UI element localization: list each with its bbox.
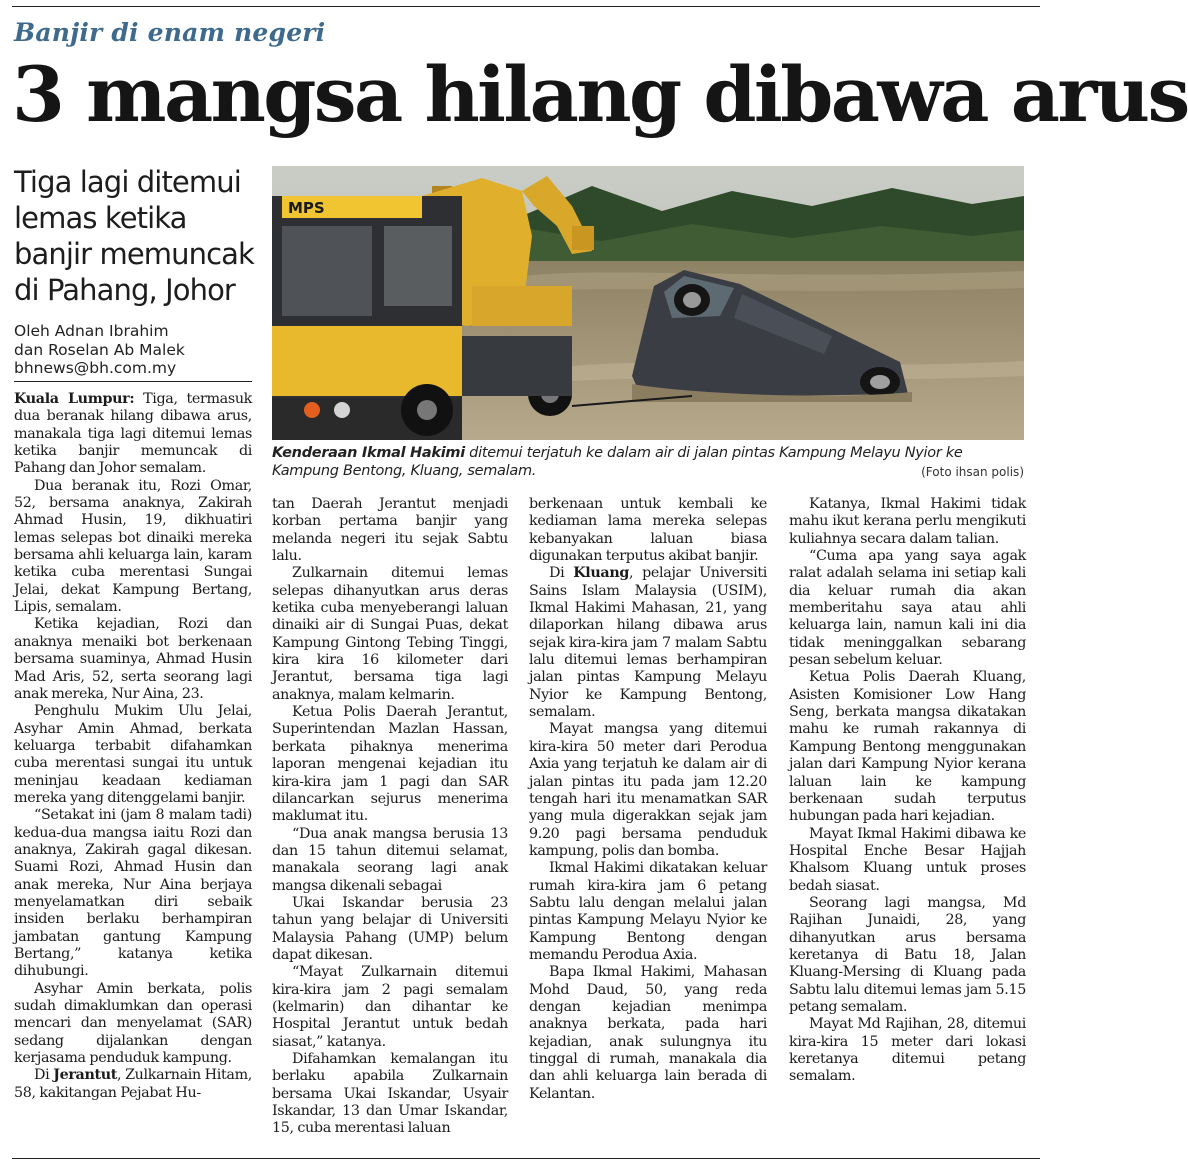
truck-logo-text: MPS xyxy=(288,199,325,217)
paragraph: Seorang lagi mangsa, Md Rajihan Junaidi, 28, yang dihanyutkan arus bersama keretanya di Batu 18, Jalan Kluang-Mersing di Kluang pada Sabtu lalu ditemui lemas jam 5.15 petang semalam. xyxy=(789,894,1026,1015)
location-lead: Kluang xyxy=(573,565,630,582)
byline-divider xyxy=(14,381,252,382)
paragraph xyxy=(14,1067,252,1102)
paragraph-text: Di xyxy=(549,565,574,582)
photo-credit: (Foto ihsan polis) xyxy=(921,465,1024,479)
byline-author-1: Oleh Adnan Ibrahim xyxy=(14,322,169,340)
article-column-4 xyxy=(789,496,1026,1086)
article-column-2 xyxy=(272,496,508,1138)
paragraph: Mayat Md Rajihan, 28, ditemui kira-kira 15 meter dari lokasi keretanya ditemui petang semalam. xyxy=(789,1016,1026,1085)
paragraph xyxy=(529,565,767,721)
photo-illustration xyxy=(272,166,1024,440)
paragraph: Ikmal Hakimi dikatakan keluar rumah kira-kira jam 6 petang Sabtu lalu dengan melalui jalan pintas Kampung Melayu Nyior ke Kampung Bentong dengan memandu Perodua Axia. xyxy=(529,860,767,963)
paragraph: Dua beranak itu, Rozi Omar, 52, bersama anaknya, Zakirah Ahmad Husin, 19, dikhuatiri lemas selepas bot dinaiki mereka bersama ahli keluarga lain, karam ketika cuba merentasi Sungai Jelai, dekat Kampung Bertang, Lipis, semalam. xyxy=(14,477,252,616)
paragraph: Difahamkan kemalangan itu berlaku apabila Zulkarnain bersama Ukai Iskandar, Usyair Iskandar, 13 dan Umar Iskandar, 15, cuba merentasi laluan xyxy=(272,1051,508,1137)
paragraph-text: Di xyxy=(34,1067,54,1084)
dateline: Kuala Lumpur: xyxy=(14,391,135,407)
location-lead: Jerantut xyxy=(53,1067,118,1084)
paragraph: Mayat mangsa yang ditemui kira-kira 50 meter dari Perodua Axia yang terjatuh ke dalam air di jalan pintas itu pada jam 12.20 tengah hari itu menamatkan SAR yang mula digerakkan sejak jam 9.20 pagi bersama penduduk kampung, polis dan bomba. xyxy=(529,721,767,859)
paragraph: “Setakat ini (jam 8 malam tadi) kedua-dua mangsa iaitu Rozi dan anaknya, Zakirah gagal dikesan. Suami Rozi, Ahmad Husin dan anak mereka, Nur Aina berjaya menyelamatkan diri sebaik insiden berlaku berhampiran jambatan gantung Kampung Bertang,” katanya ketika dihubungi. xyxy=(14,807,252,980)
article-headline: 3 mangsa hilang dibawa arus xyxy=(12,50,1188,139)
paragraph: tan Daerah Jerantut menjadi korban pertama banjir yang melanda negeri itu sejak Sabtu lalu. xyxy=(272,496,508,565)
paragraph-text: , Zulkarnain Hitam, 58, kakitangan Pejabat Hu- xyxy=(14,1067,252,1101)
paragraph: “Cuma apa yang saya agak ralat adalah selama ini setiap kali dia keluar rumah dia akan memberitahu saya atau ahli keluarga lain, namun kali ini dia tidak meninggalkan sebarang pesan sebelum keluar. xyxy=(789,548,1026,669)
photo-caption xyxy=(272,444,1024,480)
paragraph: Asyhar Amin berkata, polis sudah dimaklumkan dan operasi mencari dan menyelamat (SAR) sedang dijalankan dengan kerjasama penduduk kampung. xyxy=(14,980,252,1067)
paragraph: Bapa Ikmal Hakimi, Mahasan Mohd Daud, 50, yang reda dengan kejadian menimpa anaknya berkata, pada hari kejadian, anak sulungnya itu tinggal di rumah, manakala dia dan ahli keluarga lain berada di Kelantan. xyxy=(529,964,767,1102)
article-column-3 xyxy=(529,496,767,1103)
top-rule xyxy=(12,6,1040,7)
paragraph: “Mayat Zulkarnain ditemui kira-kira jam 2 pagi semalam (kelmarin) dan dihantar ke Hospital Jerantut untuk bedah siasat,” katanya. xyxy=(272,964,508,1050)
paragraph-text: , pelajar Universiti Sains Islam Malaysia (USIM), Ikmal Hakimi Mahasan, 21, yang dilaporkan hilang dibawa arus sejak kira-kira jam 7 malam Sabtu lalu ditemui lemas berhampiran jalan pintas Kampung Melayu Nyior ke Kampung Bentong, semalam. xyxy=(529,565,768,721)
article-deck: Tiga lagi ditemui lemas ketika banjir memuncak di Pahang, Johor xyxy=(14,165,254,307)
article-column-1 xyxy=(14,391,252,1102)
paragraph: Katanya, Ikmal Hakimi tidak mahu ikut kerana perlu mengikuti kuliahnya secara dalam talian. xyxy=(789,496,1026,547)
paragraph: Zulkarnain ditemui lemas selepas dihanyutkan arus deras ketika cuba menyeberangi laluan dinaiki air di Sungai Puas, dekat Kampung Gintong Tebing Tinggi, kira kira 16 kilometer dari Jerantut, bersama tiga lagi anaknya, malam kelmarin. xyxy=(272,565,508,703)
bottom-rule xyxy=(12,1158,1040,1159)
news-photo xyxy=(272,166,1024,440)
paragraph: Ketua Polis Daerah Jerantut, Superintendan Mazlan Hassan, berkata pihaknya menerima laporan mengenai kejadian itu kira-kira jam 1 pagi dan SAR dilancarkan sejurus menerima maklumat itu. xyxy=(272,704,508,825)
paragraph: Penghulu Mukim Ulu Jelai, Asyhar Amin Ahmad, berkata keluarga terbabit difahamkan cuba merentasi sungai itu untuk meninjau keadaan kediaman mereka yang ditenggelami banjir. xyxy=(14,703,252,806)
paragraph: Ketua Polis Daerah Kluang, Asisten Komisioner Low Hang Seng, berkata mangsa dikatakan mahu ke rumah rakannya di Kampung Bentong menggunakan jalan dari Kampung Nyior kerana laluan lain ke kampung berkenaan sudah terputus hubungan pada hari kejadian. xyxy=(789,669,1026,825)
paragraph: berkenaan untuk kembali ke kediaman lama mereka selepas kebanyakan laluan biasa digunakan terputus akibat banjir. xyxy=(529,496,767,565)
paragraph xyxy=(14,391,252,478)
paragraph: “Dua anak mangsa berusia 13 dan 15 tahun ditemui selamat, manakala seorang lagi anak mangsa dikenali sebagai xyxy=(272,825,508,894)
byline xyxy=(14,322,254,378)
caption-text: ditemui terjatuh ke dalam air di jalan pintas Kampung Melayu Nyior ke Kampung Bentong, Kluang, semalam. xyxy=(272,445,963,479)
byline-email: bhnews@bh.com.my xyxy=(14,359,177,377)
paragraph: Ketika kejadian, Rozi dan anaknya menaiki bot berkenaan bersama suaminya, Ahmad Husin Mad Aris, 52, serta seorang lagi anak mereka, Nur Aina, 23. xyxy=(14,616,252,702)
tow-truck xyxy=(272,176,594,440)
caption-lead: Kenderaan Ikmal Hakimi xyxy=(272,445,465,461)
byline-author-2: dan Roselan Ab Malek xyxy=(14,340,185,359)
paragraph-text: Tiga, termasuk dua beranak hilang dibawa arus, manakala tiga lagi ditemui lemas ketika banjir memuncak di Pahang dan Johor semalam. xyxy=(14,391,252,477)
paragraph: Mayat Ikmal Hakimi dibawa ke Hospital Enche Besar Hajjah Khalsom Kluang untuk proses bedah siasat. xyxy=(789,825,1026,894)
paragraph: Ukai Iskandar berusia 23 tahun yang belajar di Universiti Malaysia Pahang (UMP) belum dapat dikesan. xyxy=(272,894,508,963)
article-kicker: Banjir di enam negeri xyxy=(14,18,326,47)
